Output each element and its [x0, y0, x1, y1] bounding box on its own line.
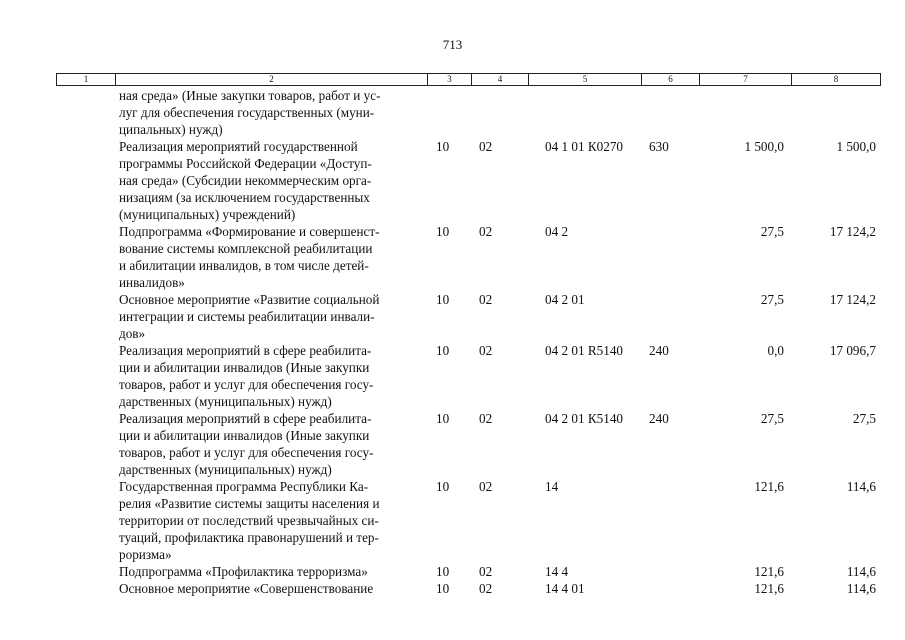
row-cell-c5: 14 4 [545, 564, 569, 579]
row-name-cell [119, 138, 422, 223]
table-row [0, 291, 905, 342]
row-name-line: Основное мероприятие «Совершенствование [119, 581, 374, 596]
row-name-line: Реализация мероприятий в сфере реабилита- [119, 343, 372, 358]
row-cell-c3: 10 [436, 479, 450, 494]
row-name-line: дарственных (муниципальных) нужд) [119, 394, 332, 409]
row-cell-c3: 10 [436, 343, 450, 358]
table-row [0, 87, 905, 138]
row-cell-c3: 10 [436, 292, 450, 307]
row-cell-c3: 10 [436, 564, 450, 579]
page-number: 713 [442, 37, 463, 52]
row-name-line: Подпрограмма «Профилактика терроризма» [119, 564, 368, 579]
row-name-cell [119, 410, 422, 478]
table-row [0, 563, 905, 580]
row-name-line: Подпрограмма «Формирование и совершенст- [119, 224, 380, 239]
table-row [0, 223, 905, 291]
row-name-line: Основное мероприятие «Развитие социальной [119, 292, 380, 307]
row-cell-c4: 02 [479, 564, 493, 579]
column-header-2: 2 [116, 74, 428, 85]
row-cell-c7: 27,5 [760, 292, 784, 307]
row-cell-c6: 630 [649, 139, 669, 154]
row-name-line: программы Российской Федерации «Доступ- [119, 156, 372, 171]
row-name-line: Реализация мероприятий в сфере реабилита- [119, 411, 372, 426]
row-name-cell [119, 291, 422, 342]
row-cell-c5: 04 2 01 К5140 [545, 411, 624, 426]
row-name-line: ная среда» (Субсидии некоммерческим орга- [119, 173, 372, 188]
row-name-line: товаров, работ и услуг для обеспечения госу- [119, 377, 374, 392]
row-cell-c8: 17 096,7 [829, 343, 876, 358]
row-cell-c7: 0,0 [767, 343, 784, 358]
row-cell-c3: 10 [436, 581, 450, 596]
table-row [0, 410, 905, 478]
row-name-line: ципальных) нужд) [119, 122, 223, 137]
row-cell-c8: 114,6 [846, 479, 876, 494]
row-name-line: дарственных (муниципальных) нужд) [119, 462, 332, 477]
column-header-7: 7 [700, 74, 792, 85]
row-cell-c4: 02 [479, 343, 493, 358]
row-cell-c5: 14 4 01 [545, 581, 585, 596]
row-name-line: интеграции и системы реабилитации инвали- [119, 309, 375, 324]
table-body [0, 87, 905, 597]
row-cell-c8: 1 500,0 [836, 139, 876, 154]
row-cell-c7: 1 500,0 [744, 139, 784, 154]
row-cell-c8: 114,6 [846, 581, 876, 596]
row-cell-c4: 02 [479, 224, 493, 239]
row-name-line: вование системы комплексной реабилитации [119, 241, 373, 256]
row-cell-c5: 04 2 01 [545, 292, 585, 307]
row-cell-c3: 10 [436, 139, 450, 154]
row-name-line: товаров, работ и услуг для обеспечения госу- [119, 445, 374, 460]
row-cell-c8: 17 124,2 [829, 224, 876, 239]
row-cell-c6: 240 [649, 343, 669, 358]
row-name-cell [119, 478, 422, 563]
column-header-6: 6 [642, 74, 700, 85]
row-name-line: ная среда» (Иные закупки товаров, работ и ус- [119, 88, 381, 103]
row-cell-c3: 10 [436, 224, 450, 239]
row-name-cell [119, 580, 422, 597]
row-cell-c5: 04 1 01 К0270 [545, 139, 624, 154]
row-name-line: ции и абилитации инвалидов (Иные закупки [119, 360, 370, 375]
row-cell-c5: 04 2 [545, 224, 569, 239]
column-header-5: 5 [529, 74, 642, 85]
row-name-line: и абилитации инвалидов, в том числе детей- [119, 258, 369, 273]
row-name-cell [119, 223, 422, 291]
row-cell-c7: 27,5 [760, 224, 784, 239]
table-row [0, 342, 905, 410]
row-cell-c8: 17 124,2 [829, 292, 876, 307]
row-name-line: территории от последствий чрезвычайных си- [119, 513, 379, 528]
row-name-cell [119, 563, 422, 580]
row-name-cell [119, 342, 422, 410]
row-name-line: (муниципальных) учреждений) [119, 207, 296, 222]
row-name-line: роризма» [119, 547, 172, 562]
row-name-line: релия «Развитие системы защиты населения и [119, 496, 380, 511]
row-cell-c7: 121,6 [754, 581, 784, 596]
row-name-line: инвалидов» [119, 275, 185, 290]
table-row [0, 580, 905, 597]
row-cell-c8: 114,6 [846, 564, 876, 579]
row-cell-c8: 27,5 [852, 411, 876, 426]
row-name-line: Реализация мероприятий государственной [119, 139, 358, 154]
row-name-line: луг для обеспечения государственных (муни- [119, 105, 375, 120]
row-cell-c4: 02 [479, 581, 493, 596]
row-cell-c3: 10 [436, 411, 450, 426]
column-header-1: 1 [57, 74, 116, 85]
row-name-line: туаций, профилактика правонарушений и тер- [119, 530, 379, 545]
row-cell-c4: 02 [479, 411, 493, 426]
row-cell-c5: 04 2 01 R5140 [545, 343, 624, 358]
table-header-row [56, 73, 881, 86]
row-cell-c7: 121,6 [754, 564, 784, 579]
row-cell-c7: 121,6 [754, 479, 784, 494]
row-name-line: ции и абилитации инвалидов (Иные закупки [119, 428, 370, 443]
row-name-line: дов» [119, 326, 146, 341]
row-cell-c7: 27,5 [760, 411, 784, 426]
column-header-8: 8 [833, 74, 839, 84]
column-header-4: 4 [472, 74, 529, 85]
row-cell-c4: 02 [479, 139, 493, 154]
row-name-line: Государственная программа Республики Ка- [119, 479, 369, 494]
table-row [0, 478, 905, 563]
row-cell-c4: 02 [479, 479, 493, 494]
row-cell-c4: 02 [479, 292, 493, 307]
column-header-3: 3 [428, 74, 472, 85]
row-name-line: низациям (за исключением государственных [119, 190, 370, 205]
row-cell-c5: 14 [545, 479, 559, 494]
row-name-cell [119, 87, 422, 138]
row-cell-c6: 240 [649, 411, 669, 426]
table-row [0, 138, 905, 223]
